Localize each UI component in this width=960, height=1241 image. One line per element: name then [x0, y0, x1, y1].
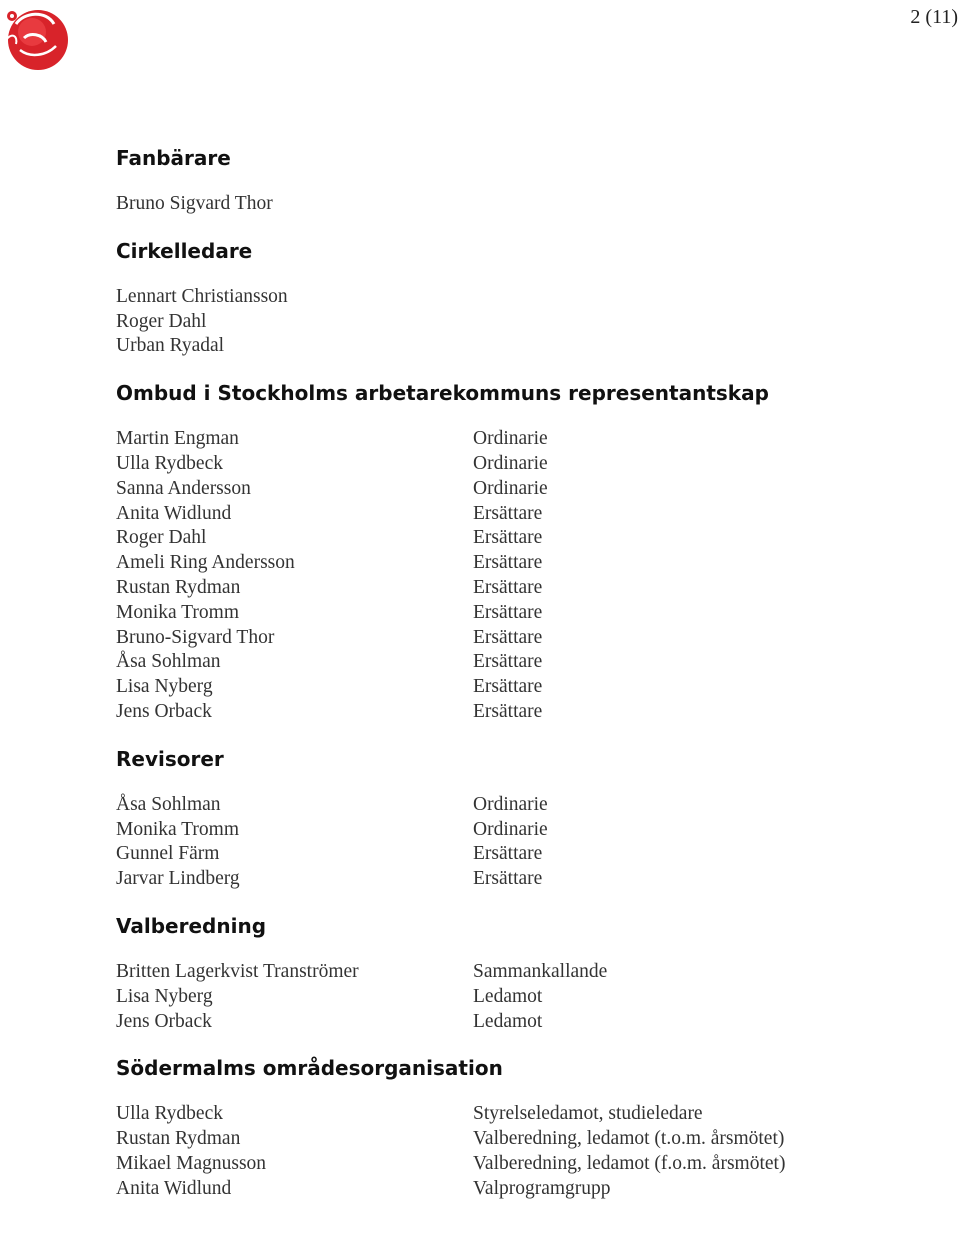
member-role: Valberedning, ledamot (t.o.m. årsmötet)	[473, 1128, 785, 1150]
member-name: Rustan Rydman	[116, 576, 241, 598]
list-item	[116, 452, 936, 477]
member-role: Ersättare	[473, 601, 543, 623]
member-name: Jarvar Lindberg	[116, 868, 240, 890]
list-item	[116, 310, 936, 335]
section	[116, 235, 936, 359]
member-role: Ersättare	[473, 552, 543, 574]
member-name: Jens Orback	[116, 1010, 212, 1032]
list-item	[116, 818, 936, 843]
member-role: Valprogramgrupp	[473, 1177, 611, 1199]
section-heading: Fanbärare	[116, 146, 231, 170]
member-name: Åsa Sohlman	[116, 793, 221, 815]
member-name: Rustan Rydman	[116, 1128, 241, 1150]
list-item	[116, 700, 936, 725]
section	[116, 377, 936, 725]
member-role: Ersättare	[473, 868, 543, 890]
section	[116, 743, 936, 892]
member-role: Ersättare	[473, 843, 543, 865]
member-role: Ersättare	[473, 700, 543, 722]
member-name: Monika Tromm	[116, 601, 239, 623]
member-role: Styrelseledamot, studieledare	[473, 1103, 703, 1125]
list-item	[116, 1177, 936, 1202]
member-name: Ameli Ring Andersson	[116, 552, 295, 574]
member-name: Sanna Andersson	[116, 477, 251, 499]
member-name: Urban Ryadal	[116, 335, 225, 357]
member-role	[473, 192, 936, 217]
list-item	[116, 526, 936, 551]
member-name: Jens Orback	[116, 700, 212, 722]
list-item	[116, 427, 936, 452]
list-item	[116, 985, 936, 1010]
member-name: Bruno-Sigvard Thor	[116, 626, 275, 648]
member-name: Lisa Nyberg	[116, 676, 213, 698]
list-item	[116, 192, 936, 217]
member-name: Anita Widlund	[116, 1177, 232, 1199]
list-item	[116, 793, 936, 818]
member-role: Ersättare	[473, 626, 543, 648]
section	[116, 142, 936, 217]
member-name: Roger Dahl	[116, 527, 207, 549]
list-item	[116, 502, 936, 527]
member-role: Ersättare	[473, 651, 543, 673]
member-role: Ersättare	[473, 527, 543, 549]
list-item	[116, 626, 936, 651]
member-name: Roger Dahl	[116, 310, 207, 332]
member-name: Ulla Rydbeck	[116, 452, 223, 474]
member-name: Anita Widlund	[116, 502, 232, 524]
member-role: Sammankallande	[473, 960, 608, 982]
list-item	[116, 551, 936, 576]
member-role: Ersättare	[473, 576, 543, 598]
member-role: Ordinarie	[473, 477, 548, 499]
section-heading: Valberedning	[116, 913, 267, 938]
member-name: Bruno Sigvard Thor	[116, 193, 273, 214]
member-name: Lennart Christiansson	[116, 285, 288, 307]
member-role: Ordinarie	[473, 452, 548, 474]
section-heading: Ombud i Stockholms arbetarekommuns representantskap	[116, 381, 769, 406]
member-name: Åsa Sohlman	[116, 651, 221, 673]
member-name: Mikael Magnusson	[116, 1152, 267, 1174]
member-role	[473, 334, 936, 359]
list-item	[116, 477, 936, 502]
section-heading: Cirkelledare	[116, 238, 253, 263]
member-name: Lisa Nyberg	[116, 985, 213, 1007]
member-name: Gunnel Färm	[116, 843, 220, 865]
member-role: Ledamot	[473, 985, 543, 1007]
list-item	[116, 960, 936, 985]
list-item	[116, 1010, 936, 1035]
list-item	[116, 842, 936, 867]
member-name: Britten Lagerkvist Tranströmer	[116, 960, 359, 982]
list-item	[116, 675, 936, 700]
member-role: Ersättare	[473, 502, 543, 524]
list-item	[116, 867, 936, 892]
list-item	[116, 1102, 936, 1127]
document-body	[116, 142, 936, 1202]
list-item	[116, 601, 936, 626]
member-role: Valberedning, ledamot (f.o.m. årsmötet)	[473, 1152, 786, 1174]
member-role: Ledamot	[473, 1010, 543, 1032]
list-item	[116, 285, 936, 310]
member-role	[473, 285, 936, 310]
member-role: Ordinarie	[473, 428, 548, 450]
list-item	[116, 576, 936, 601]
member-name: Monika Tromm	[116, 818, 239, 840]
page-number: 2 (11)	[910, 6, 958, 28]
section	[116, 1052, 936, 1201]
list-item	[116, 650, 936, 675]
section	[116, 910, 936, 1034]
red-rose-logo-icon	[2, 2, 70, 74]
list-item	[116, 334, 936, 359]
list-item	[116, 1127, 936, 1152]
member-name: Martin Engman	[116, 428, 239, 450]
member-role: Ordinarie	[473, 818, 548, 840]
section-heading: Revisorer	[116, 746, 224, 771]
list-item	[116, 1152, 936, 1177]
member-role: Ersättare	[473, 676, 543, 698]
section-heading: Södermalms områdesorganisation	[116, 1056, 503, 1081]
member-name: Ulla Rydbeck	[116, 1103, 223, 1125]
member-role	[473, 310, 936, 335]
member-role: Ordinarie	[473, 793, 548, 815]
